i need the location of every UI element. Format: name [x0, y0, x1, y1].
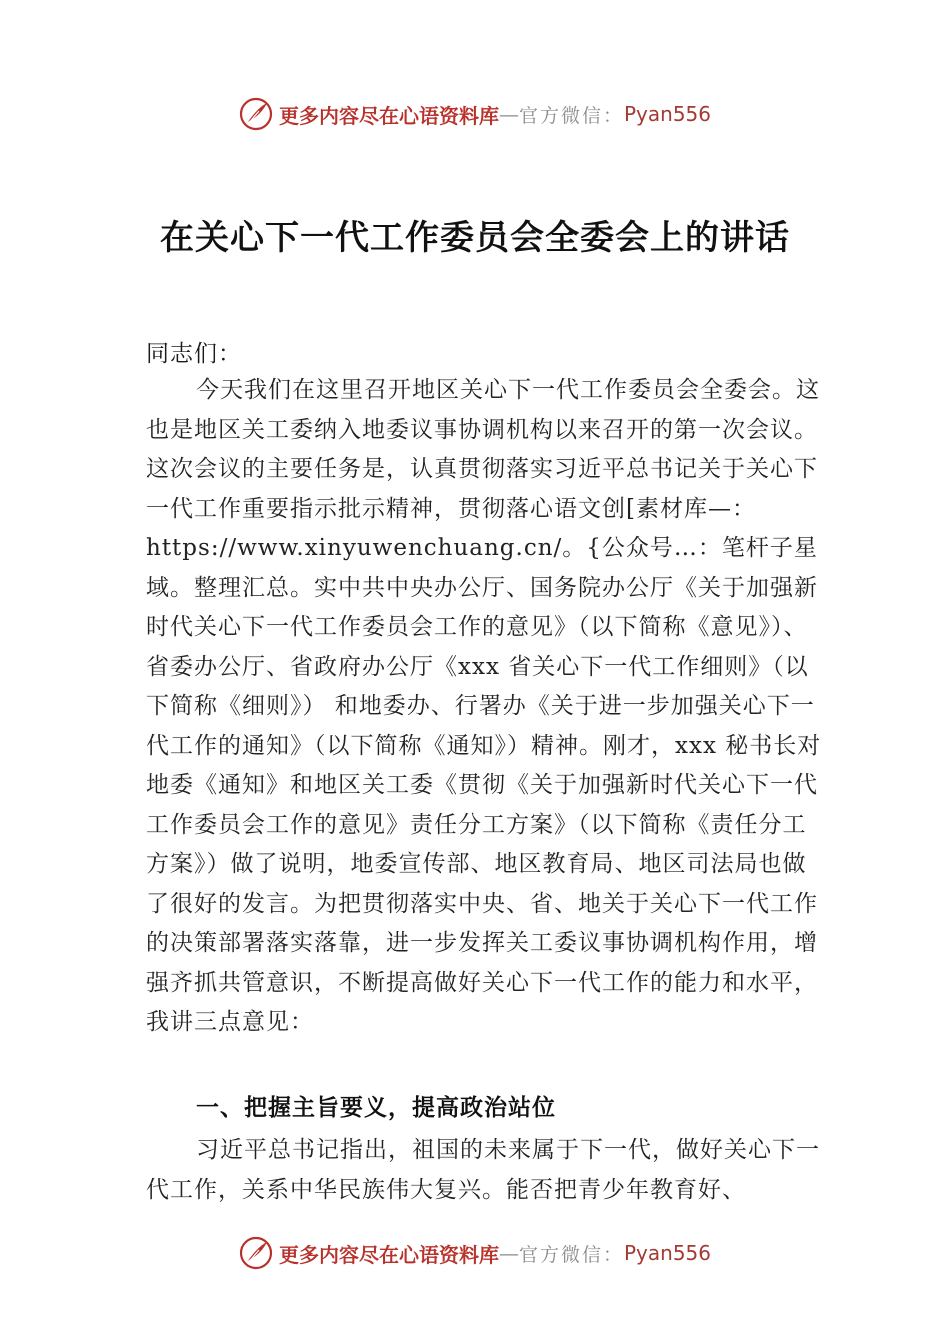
- feather-quill-icon: [239, 1236, 273, 1270]
- wechat-id: Pyan556: [624, 102, 712, 126]
- salutation: 同志们：: [146, 341, 242, 367]
- wechat-label: 官方微信：: [518, 1243, 624, 1266]
- library-text: 更多内容尽在心语资料库: [278, 1242, 499, 1267]
- section-heading-1: 一、把握主旨要义，提高政治站位: [196, 1095, 556, 1121]
- document-title: 在关心下一代工作委员会全委会上的讲话: [160, 218, 790, 258]
- paragraph-2: 习近平总书记指出，祖国的未来属于下一代，做好关心下一代工作，关系中华民族伟大复兴。能否把青少年教育好、: [146, 1137, 820, 1203]
- footer-watermark: [0, 1233, 950, 1273]
- paragraph-1: 今天我们在这里召开地区关心下一代工作委员会全委会。这也是地区关工委纳入地委议事协调机构以来召开的第一次会议。这次会议的主要任务是，认真贯彻落实习近平总书记关于关心下一代工作重要指示批示精神，贯彻落心语文创[素材库—：https://www.xinyuwenchuang.cn/。{公众号…：笔杆子星域。整理汇总。实中共中央办公厅、国务院办公厅《关于加强新时代关心下一代工作委员会工作的意见》（以下简称《意见》）、省委办公厅、省政府办公厅《xxx 省关心下一代工作细则》（以下简称《细则》） 和地委办、行署办《关于进一步加强关心下一代工作的通知》（以下简称《通知》）精神。刚才，xxx 秘书长对地委《通知》和地区关工委《贯彻《关于加强新时代关心下一代工作委员会工作的意见》责任分工方案》（以下简称《责任分工方案》）做了说明，地委宣传部、地区教育局、地区司法局也做了很好的发言。为把贯彻落实中央、省、地关于关心下一代工作的决策部署落实落靠，进一步发挥关工委议事协调机构作用，增强齐抓共管意识，不断提高做好关心下一代工作的能力和水平，我讲三点意见：: [146, 377, 822, 1035]
- wechat-id: Pyan556: [624, 1241, 712, 1265]
- feather-quill-icon: [239, 97, 273, 131]
- header-watermark: [0, 94, 950, 134]
- dash: —: [498, 102, 519, 126]
- library-text: 更多内容尽在心语资料库: [278, 103, 499, 128]
- wechat-label: 官方微信：: [518, 104, 624, 127]
- dash: —: [498, 1241, 519, 1265]
